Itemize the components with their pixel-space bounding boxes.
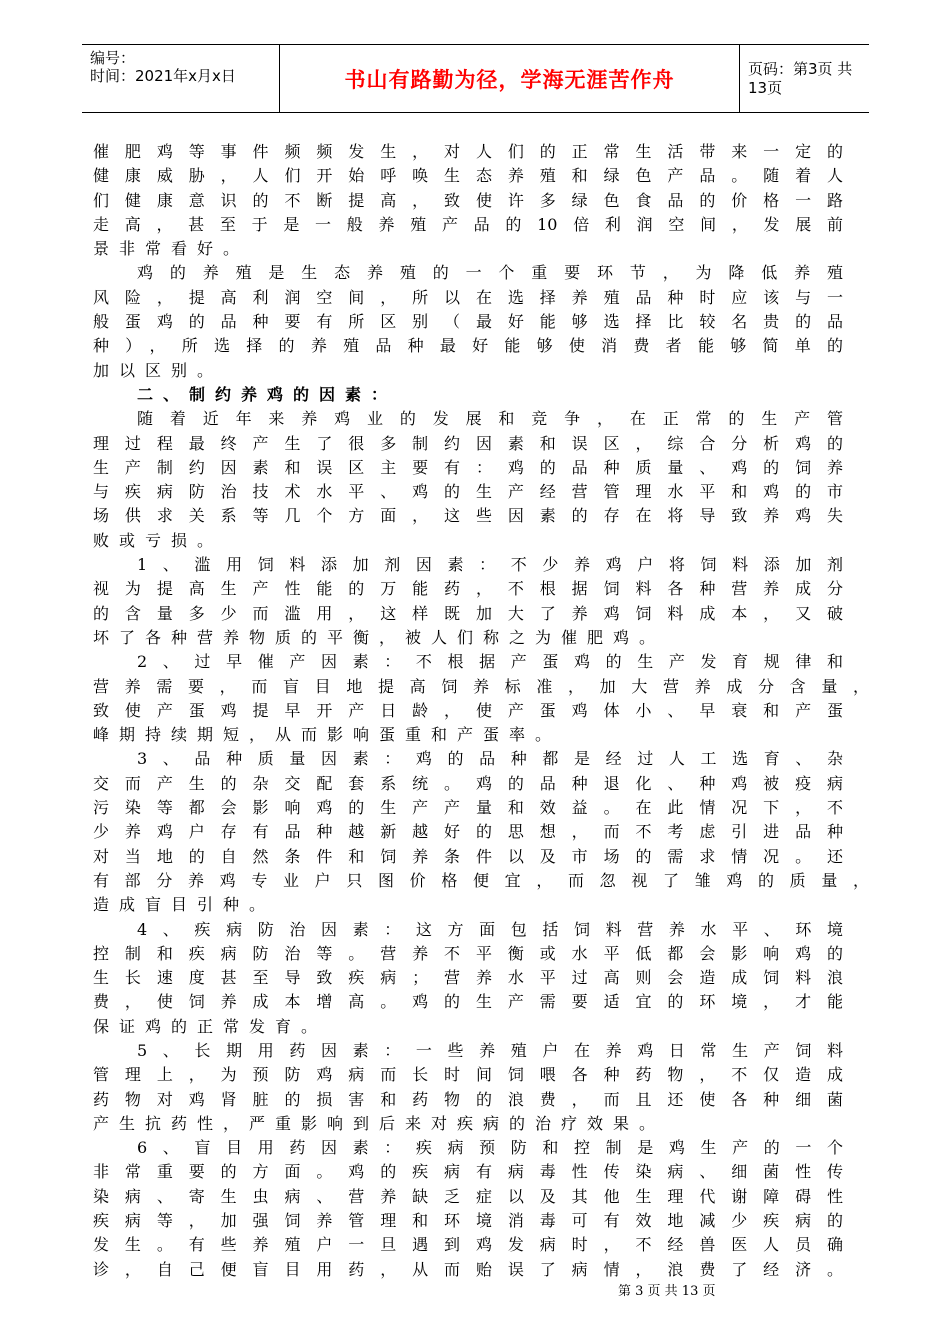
- text-line: 疾病等，加强饲养管理和环境消毒可有效地减少疾病的: [93, 1211, 843, 1231]
- text-line: 们健康意识的不断提高，致使许多绿色食品的价格一路: [93, 190, 843, 210]
- paragraph-start-line: 5、长期用药因素：一些养殖户在养鸡日常生产饲料: [137, 1040, 843, 1060]
- header-middle-cell: [280, 45, 740, 112]
- document-number-label: 编号：: [90, 49, 136, 67]
- paragraph-start-line: 2、过早催产因素：不根据产蛋鸡的生产发育规律和: [137, 652, 843, 672]
- text-line: 峰期持续期短，从而影响蛋重和产蛋率。: [93, 725, 562, 745]
- text-line: 的含量多少而滥用，这样既加大了养鸡饲料成本，又破: [93, 603, 843, 623]
- header-motto: 书山有路勤为径，学海无涯苦作舟: [344, 67, 675, 92]
- text-line: 生长速度甚至导致疾病；营养水平过高则会造成饲料浪: [93, 968, 843, 988]
- text-line: 交而产生的杂交配套系统。鸡的品种退化、种鸡被疫病: [93, 773, 843, 793]
- text-line: 景非常看好。: [93, 239, 250, 259]
- document-body: [93, 140, 869, 1282]
- text-line: 生产制约因素和误区主要有：鸡的品种质量、鸡的饲养: [93, 457, 843, 477]
- header-page-info: 页码：第3页 共13页: [748, 59, 853, 97]
- text-line: 视为提高生产性能的万能药，不根据饲料各种营养成分: [93, 579, 843, 599]
- section-heading: 二、制约养鸡的因素：: [137, 384, 398, 404]
- text-line: 对当地的自然条件和饲养条件以及市场的需求情况。还: [93, 846, 843, 866]
- page-footer: 第 3 页 共 13 页: [618, 1284, 716, 1299]
- text-line: 费，使饲养成本增高。鸡的生产需要适宜的环境，才能: [93, 992, 843, 1012]
- text-line: 场供求关系等几个方面，这些因素的存在将导致养鸡失: [93, 506, 843, 526]
- text-line: 健康威胁，人们开始呼唤生态养殖和绿色产品。随着人: [93, 166, 843, 186]
- text-line: 与疾病防治技术水平、鸡的生产经营管理水平和鸡的市: [93, 482, 843, 502]
- text-line: 污染等都会影响鸡的生产产量和效益。在此情况下，不: [93, 798, 843, 818]
- text-line: 有部分养鸡专业户只图价格便宜，而忽视了雏鸡的质量，: [93, 870, 869, 890]
- text-line: 保证鸡的正常发育。: [93, 1016, 328, 1036]
- text-line: 风险，提高利润空间，所以在选择养殖品种时应该与一: [93, 287, 843, 307]
- paragraph-start-line: 6、盲目用药因素：疾病预防和控制是鸡生产的一个: [137, 1138, 843, 1158]
- text-line: 催肥鸡等事件频频发生，对人们的正常生活带来一定的: [93, 142, 843, 161]
- text-line: 般蛋鸡的品种要有所区别（最好能够选择比较名贵的品: [93, 312, 843, 332]
- text-line: 诊，自己便盲目用药，从而贻误了病情，浪费了经济。: [93, 1259, 843, 1279]
- paragraph-start-line: 1、滥用饲料添加剂因素：不少养鸡户将饲料添加剂: [137, 555, 843, 575]
- text-line: 药物对鸡肾脏的损害和药物的浪费，而且还使各种细菌: [93, 1089, 843, 1109]
- paragraph-start-line: 3、品种质量因素：鸡的品种都是经过人工选育、杂: [137, 749, 843, 769]
- text-line: 染病、寄生虫病、营养缺乏症以及其他生理代谢障碍性: [93, 1186, 843, 1206]
- text-line: 理过程最终产生了很多制约因素和误区，综合分析鸡的: [93, 433, 843, 453]
- header-table: [82, 44, 869, 113]
- text-line: 造成盲目引种。: [93, 895, 276, 915]
- header-left-cell: [82, 45, 280, 112]
- text-line: 种），所选择的养殖品种最好能够使消费者能够简单的: [93, 336, 843, 356]
- paragraph-start-line: 随着近年来养鸡业的发展和竞争，在正常的生产管: [137, 409, 843, 429]
- header-right-cell: [740, 45, 869, 112]
- paragraph-start-line: 4、疾病防治因素：这方面包括饲料营养水平、环境: [137, 919, 843, 939]
- text-line: 营养需要，而盲目地提高饲养标准，加大营养成分含量，: [93, 676, 869, 696]
- text-line: 产生抗药性，严重影响到后来对疾病的治疗效果。: [93, 1113, 666, 1133]
- paragraph-start-line: 鸡的养殖是生态养殖的一个重要环节，为降低养殖: [137, 263, 843, 283]
- text-line: 加以区别。: [93, 360, 224, 380]
- text-line: 少养鸡户存有品种越新越好的思想，而不考虑引进品种: [93, 822, 843, 842]
- text-line: 发生。有些养殖户一旦遇到鸡发病时，不经兽医人员确: [93, 1235, 843, 1255]
- text-line: 管理上，为预防鸡病而长时间饲喂各种药物，不仅造成: [93, 1065, 843, 1085]
- text-line: 坏了各种营养物质的平衡，被人们称之为催肥鸡。: [93, 627, 666, 647]
- text-line: 非常重要的方面。鸡的疾病有病毒性传染病、细菌性传: [93, 1162, 843, 1182]
- text-line: 走高，甚至于是一般养殖产品的10倍利润空间，发展前: [93, 214, 843, 234]
- text-line: 败或亏损。: [93, 530, 224, 550]
- text-line: 控制和疾病防治等。营养不平衡或水平低都会影响鸡的: [93, 943, 843, 963]
- document-date: 时间：2021年x月x日: [90, 67, 236, 85]
- text-line: 致使产蛋鸡提早开产日龄，使产蛋鸡体小、早衰和产蛋: [93, 700, 843, 720]
